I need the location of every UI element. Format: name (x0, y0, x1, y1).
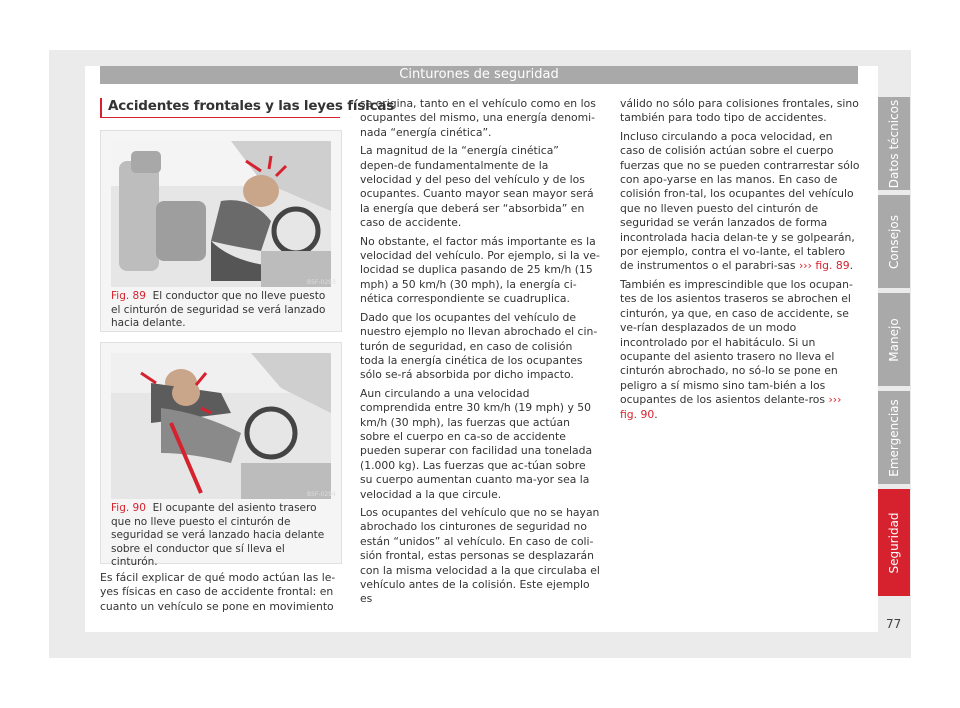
figure-code: B5F-0294 (307, 491, 336, 498)
figure-caption (111, 290, 331, 331)
paragraph: válido no sólo para colisiones frontales, sino también para todo tipo de accidentes. (620, 97, 859, 125)
figure-caption (111, 502, 331, 570)
column-1-text (100, 571, 340, 618)
paragraph: Aun circulando a una velocidad comprendida entre 30 km/h (19 mph) y 50 km/h (30 mph), las fuerzas que actúan sobre el cuerpo en ca-so de accidente pueden superar con facilidad una tonelada (1.000 kg). Las fuerzas que ac-túan sobre su cuerpo aumentan cuanto ma-yor sea la velocidad a la que circule. (360, 386, 593, 501)
paragraph: No obstante, el factor más importante es la velocidad del vehículo. Por ejemplo, si la ve-locidad se duplica pasando de 25 km/h (15 mph) a 50 km/h (30 mph), la energía ci-nética correspondiente se cuadruplica. (360, 234, 600, 306)
figure-number: Fig. 90 (111, 502, 146, 514)
section-title-rule (100, 117, 340, 118)
paragraph: La magnitud de la “energía cinética” depen-de fundamentalmente de la velocidad y del peso del vehículo y de los ocupantes. Cuanto mayor sean mayor será la energía que deberá ser “absorbida” en caso de accidente. (360, 144, 594, 230)
chapter-header: Cinturones de seguridad (100, 66, 858, 84)
paragraph (620, 278, 860, 422)
tab-label: Datos técnicos (887, 99, 901, 188)
figure-number: Fig. 89 (111, 290, 146, 302)
tab-label: Manejo (887, 317, 901, 362)
figure-90 (100, 342, 342, 568)
paragraph: Dado que los ocupantes del vehículo de nuestro ejemplo no llevan abrochado el cin-turón de seguridad, en caso de colisión toda la energía cinética de los ocupantes sólo se-rá absorbida por dicho impacto. (360, 310, 598, 382)
tab-label: Emergencias (887, 398, 901, 477)
paragraph: Los ocupantes del vehículo que no se hayan abrochado los cinturones de seguridad no están “unidos” al vehículo. En caso de coli-sión frontal, estas personas se desplazarán con la misma velocidad a la que circulaba el vehículo antes de la colisión. Este ejemplo es (360, 505, 600, 606)
figure-caption-text: El ocupante del asiento trasero que no lleve puesto el cinturón de seguridad se verá lanzado hacia delante sobre el conductor que sí lleva el cinturón. (111, 502, 325, 568)
tab-label: Consejos (887, 214, 901, 269)
paragraph-end: . (654, 407, 658, 421)
figure-caption-text: El conductor que no lleve puesto el cinturón de seguridad se verá lanzado hacia delante. (111, 290, 326, 329)
figure-89-link[interactable]: ››› fig. 89 (798, 259, 850, 273)
figure-90-link[interactable]: ››› fig. 90 (620, 393, 842, 421)
paragraph-text: También es imprescindible que los ocupan-tes de los asientos traseros se abrochen el cinturón, ya que, en caso de accidente, se ve-rían desplazados de un modo incontrolado por el habitáculo. Si un ocupante del asiento trasero no lleva el cinturón abrochado, no só-lo se pone en peligro a sí mismo sino tam-bién a los ocupantes de los asientos delante-ros (620, 277, 853, 407)
section-title: Accidentes frontales y las leyes físicas (108, 98, 395, 114)
illustration-rear-passenger-thrown-forward (111, 353, 331, 499)
column-2-text (360, 97, 600, 611)
paragraph: se origina, tanto en el vehículo como en los ocupantes del mismo, una energía denomi-nada “energía cinética”. (360, 97, 596, 139)
paragraph-end: . (849, 259, 854, 273)
figure-code: B5F-0293 (307, 279, 336, 286)
tab-manejo[interactable] (878, 293, 910, 386)
tab-datos-tecnicos[interactable] (878, 97, 910, 190)
paragraph-text: Incluso circulando a poca velocidad, en caso de colisión actúan sobre el cuerpo fuerzas que no se pueden contrarrestar sólo con apo-yarse en las manos. En caso de colisión fron-tal, los ocupantes del vehículo que no lleven puesto del cinturón de seguridad se verán lanzados de forma incontrolada hacia delan-te y se golpearán, por ejemplo, contra el vo-lante, el tablero de instrumentos o el parabri-sas (620, 129, 860, 273)
tab-consejos[interactable] (878, 195, 910, 288)
illustration-driver-thrown-forward (111, 141, 331, 287)
column-3-text (620, 97, 860, 426)
tab-emergencias[interactable] (878, 391, 910, 484)
section-title-marker (100, 98, 102, 118)
paragraph: Es fácil explicar de qué modo actúan las le-yes físicas en caso de accidente frontal: en cuanto un vehículo se pone en movimiento (100, 571, 336, 613)
tab-seguridad[interactable] (878, 489, 910, 596)
tab-label: Seguridad (887, 511, 901, 574)
page-number: 77 (886, 617, 902, 631)
figure-89 (100, 130, 342, 332)
paragraph (620, 130, 860, 274)
